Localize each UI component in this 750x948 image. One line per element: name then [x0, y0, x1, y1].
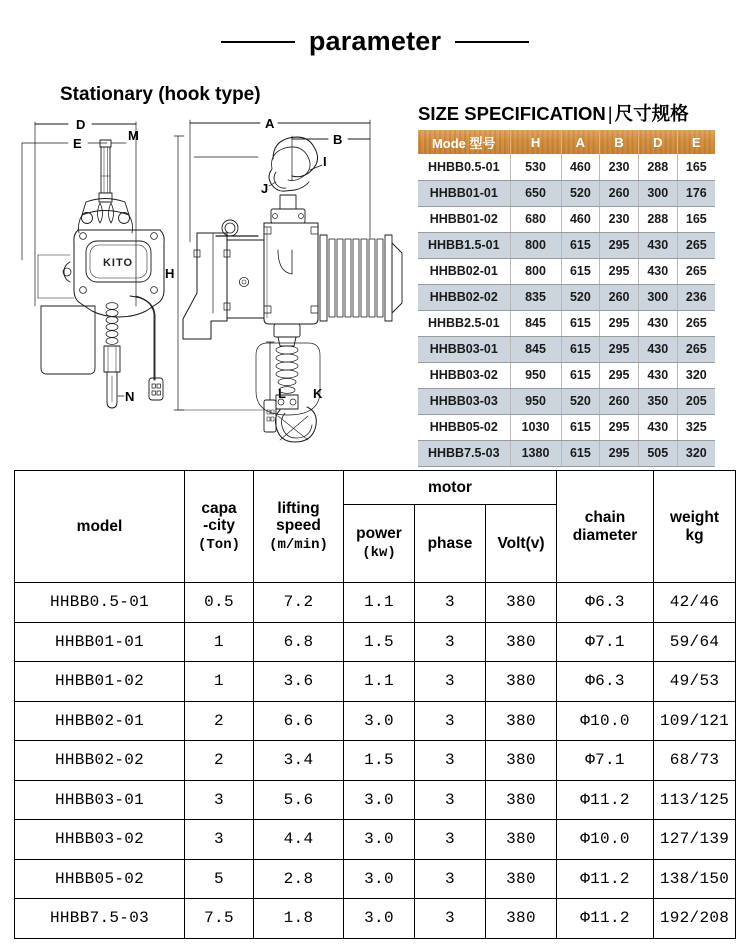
- param-model: HHBB03-01: [15, 780, 185, 820]
- param-phase: 3: [415, 622, 486, 662]
- brand-logo: KITO: [102, 257, 134, 269]
- table-row: [418, 258, 715, 284]
- spec-h: 950: [510, 362, 561, 388]
- spec-e: 165: [677, 154, 715, 180]
- capacity-line2: -city: [203, 517, 235, 535]
- param-volt: 380: [486, 662, 557, 702]
- spec-e: 176: [677, 180, 715, 206]
- param-weight: 113/125: [654, 780, 736, 820]
- spec-h: 530: [510, 154, 561, 180]
- capacity-line1: capa: [201, 499, 237, 517]
- param-speed: 6.6: [254, 701, 344, 741]
- param-speed: 4.4: [254, 820, 344, 860]
- param-col-motor-group: motor: [344, 471, 557, 505]
- param-chain: Φ7.1: [557, 741, 654, 781]
- spec-b: 260: [600, 180, 639, 206]
- spec-b: 260: [600, 284, 639, 310]
- weight-line2: kg: [685, 526, 704, 544]
- param-model: HHBB03-02: [15, 820, 185, 860]
- table-row: [418, 180, 715, 206]
- param-col-capacity: [185, 471, 254, 583]
- spec-d: 505: [638, 440, 677, 466]
- param-speed: 3.6: [254, 662, 344, 702]
- spec-a: 460: [561, 154, 600, 180]
- table-row: [418, 284, 715, 310]
- dim-label-I: I: [323, 154, 327, 169]
- parameter-specification-table: [14, 470, 736, 939]
- spec-model: HHBB02-02: [418, 284, 510, 310]
- spec-a: 615: [561, 232, 600, 258]
- dim-label-J: J: [261, 181, 269, 196]
- front-view-group: [22, 122, 164, 408]
- spec-model: HHBB0.5-01: [418, 154, 510, 180]
- table-row: [15, 820, 736, 860]
- param-chain: Φ6.3: [557, 662, 654, 702]
- param-phase: 3: [415, 899, 486, 939]
- spec-d: 300: [638, 180, 677, 206]
- table-row: [15, 899, 736, 939]
- spec-col-h: H: [510, 130, 561, 154]
- speed-line2: speed: [276, 517, 321, 535]
- param-speed: 6.8: [254, 622, 344, 662]
- param-weight: 138/150: [654, 859, 736, 899]
- spec-b: 295: [600, 310, 639, 336]
- spec-h: 845: [510, 310, 561, 336]
- param-weight: 49/53: [654, 662, 736, 702]
- table-row: [418, 310, 715, 336]
- param-power: 3.0: [344, 780, 415, 820]
- table-row: [418, 440, 715, 466]
- size-spec-separator: |: [607, 103, 613, 124]
- spec-model: HHBB03-01: [418, 336, 510, 362]
- spec-d: 430: [638, 414, 677, 440]
- param-weight: 59/64: [654, 622, 736, 662]
- param-chain: Φ11.2: [557, 899, 654, 939]
- param-power: 1.5: [344, 622, 415, 662]
- speed-line1: lifting: [277, 499, 320, 517]
- spec-e: 265: [677, 336, 715, 362]
- param-model: HHBB01-02: [15, 662, 185, 702]
- param-weight: 42/46: [654, 583, 736, 623]
- spec-e: 165: [677, 206, 715, 232]
- param-power: 3.0: [344, 701, 415, 741]
- spec-e: 265: [677, 258, 715, 284]
- table-row: [418, 414, 715, 440]
- spec-a: 615: [561, 310, 600, 336]
- spec-a: 520: [561, 180, 600, 206]
- param-speed: 7.2: [254, 583, 344, 623]
- hoist-drawing-svg: [8, 110, 408, 450]
- table-row: [418, 388, 715, 414]
- dim-label-L: L: [278, 386, 286, 401]
- spec-col-a: A: [561, 130, 600, 154]
- table-row: [418, 362, 715, 388]
- param-chain: Φ6.3: [557, 583, 654, 623]
- param-weight: 68/73: [654, 741, 736, 781]
- param-power: 3.0: [344, 820, 415, 860]
- param-col-model: model: [15, 471, 185, 583]
- spec-h: 835: [510, 284, 561, 310]
- param-capacity: 3: [185, 820, 254, 860]
- title-rule-right: [455, 41, 529, 43]
- param-chain: Φ11.2: [557, 780, 654, 820]
- param-model: HHBB02-01: [15, 701, 185, 741]
- spec-h: 800: [510, 232, 561, 258]
- page-title-block: [0, 26, 750, 57]
- param-chain: Φ7.1: [557, 622, 654, 662]
- param-weight: 192/208: [654, 899, 736, 939]
- param-capacity: 5: [185, 859, 254, 899]
- table-row: [15, 741, 736, 781]
- spec-col-d: D: [638, 130, 677, 154]
- spec-b: 260: [600, 388, 639, 414]
- size-spec-title-cn: 尺寸规格: [614, 103, 689, 124]
- spec-d: 288: [638, 206, 677, 232]
- param-weight: 109/121: [654, 701, 736, 741]
- param-phase: 3: [415, 583, 486, 623]
- param-volt: 380: [486, 780, 557, 820]
- spec-d: 430: [638, 258, 677, 284]
- spec-h: 680: [510, 206, 561, 232]
- spec-h: 800: [510, 258, 561, 284]
- param-power: 3.0: [344, 859, 415, 899]
- param-phase: 3: [415, 859, 486, 899]
- spec-model: HHBB02-01: [418, 258, 510, 284]
- spec-a: 615: [561, 336, 600, 362]
- param-model: HHBB0.5-01: [15, 583, 185, 623]
- table-row: [418, 206, 715, 232]
- spec-model: HHBB01-02: [418, 206, 510, 232]
- chain-line2: diameter: [572, 526, 638, 544]
- param-capacity: 7.5: [185, 899, 254, 939]
- spec-b: 295: [600, 232, 639, 258]
- spec-b: 295: [600, 414, 639, 440]
- spec-model: HHBB03-03: [418, 388, 510, 414]
- param-chain: Φ10.0: [557, 701, 654, 741]
- spec-col-b: B: [600, 130, 639, 154]
- spec-e: 320: [677, 440, 715, 466]
- capacity-line3: (Ton): [197, 536, 240, 553]
- spec-model: HHBB01-01: [418, 180, 510, 206]
- spec-h: 1030: [510, 414, 561, 440]
- spec-e: 325: [677, 414, 715, 440]
- spec-model: HHBB05-02: [418, 414, 510, 440]
- param-col-chain-diameter: [557, 471, 654, 583]
- drawing-heading: Stationary (hook type): [60, 84, 261, 105]
- param-volt: 380: [486, 859, 557, 899]
- param-col-weight: [654, 471, 736, 583]
- param-col-phase: phase: [415, 505, 486, 583]
- dim-label-K: K: [313, 386, 323, 401]
- spec-d: 300: [638, 284, 677, 310]
- table-row: [15, 662, 736, 702]
- param-power: 1.1: [344, 583, 415, 623]
- spec-d: 430: [638, 362, 677, 388]
- table-row: [15, 780, 736, 820]
- spec-e: 265: [677, 310, 715, 336]
- spec-a: 520: [561, 284, 600, 310]
- param-volt: 380: [486, 583, 557, 623]
- param-speed: 1.8: [254, 899, 344, 939]
- table-row: [15, 701, 736, 741]
- param-capacity: 2: [185, 701, 254, 741]
- table-row: [418, 154, 715, 180]
- param-model: HHBB7.5-03: [15, 899, 185, 939]
- chain-line1: chain: [584, 509, 626, 526]
- spec-d: 430: [638, 336, 677, 362]
- param-phase: 3: [415, 741, 486, 781]
- param-volt: 380: [486, 741, 557, 781]
- spec-h: 1380: [510, 440, 561, 466]
- spec-model: HHBB2.5-01: [418, 310, 510, 336]
- param-col-lifting-speed: [254, 471, 344, 583]
- size-specification-table: [418, 130, 715, 467]
- spec-a: 615: [561, 258, 600, 284]
- table-row: [15, 859, 736, 899]
- parameter-header-row-1: [15, 471, 736, 505]
- page-title: parameter: [308, 26, 442, 56]
- param-model: HHBB02-02: [15, 741, 185, 781]
- spec-b: 295: [600, 362, 639, 388]
- spec-e: 265: [677, 232, 715, 258]
- spec-d: 430: [638, 310, 677, 336]
- spec-b: 230: [600, 154, 639, 180]
- size-spec-heading: [418, 100, 689, 126]
- table-row: [15, 583, 736, 623]
- weight-line1: weight: [669, 509, 720, 526]
- dim-label-B: B: [333, 132, 343, 147]
- spec-h: 845: [510, 336, 561, 362]
- param-chain: Φ11.2: [557, 859, 654, 899]
- param-power: 1.5: [344, 741, 415, 781]
- spec-e: 236: [677, 284, 715, 310]
- spec-e: 205: [677, 388, 715, 414]
- spec-model: HHBB1.5-01: [418, 232, 510, 258]
- spec-model: HHBB03-02: [418, 362, 510, 388]
- dim-label-M: M: [128, 128, 139, 143]
- spec-b: 295: [600, 336, 639, 362]
- table-row: [15, 622, 736, 662]
- param-weight: 127/139: [654, 820, 736, 860]
- dim-label-E: E: [73, 136, 82, 151]
- spec-e: 320: [677, 362, 715, 388]
- spec-a: 520: [561, 388, 600, 414]
- param-volt: 380: [486, 899, 557, 939]
- param-volt: 380: [486, 622, 557, 662]
- dim-label-D: D: [76, 117, 86, 132]
- param-volt: 380: [486, 701, 557, 741]
- param-power: 3.0: [344, 899, 415, 939]
- spec-b: 295: [600, 440, 639, 466]
- dim-label-N: N: [125, 389, 135, 404]
- title-rule-left: [221, 41, 295, 43]
- spec-d: 430: [638, 232, 677, 258]
- param-col-volt: Volt(v): [486, 505, 557, 583]
- param-phase: 3: [415, 662, 486, 702]
- spec-a: 615: [561, 414, 600, 440]
- param-speed: 5.6: [254, 780, 344, 820]
- param-chain: Φ10.0: [557, 820, 654, 860]
- table-row: [418, 336, 715, 362]
- dim-label-A: A: [265, 116, 275, 131]
- speed-line3: (m/min): [269, 536, 328, 553]
- side-view-group: [174, 120, 402, 442]
- spec-b: 295: [600, 258, 639, 284]
- param-capacity: 1: [185, 662, 254, 702]
- param-capacity: 1: [185, 622, 254, 662]
- param-col-power: [344, 505, 415, 583]
- power-line2: (kw): [362, 544, 396, 561]
- spec-header-row: [418, 130, 715, 154]
- param-capacity: 3: [185, 780, 254, 820]
- param-capacity: 2: [185, 741, 254, 781]
- spec-col-e: E: [677, 130, 715, 154]
- param-model: HHBB05-02: [15, 859, 185, 899]
- param-phase: 3: [415, 780, 486, 820]
- spec-a: 615: [561, 440, 600, 466]
- param-volt: 380: [486, 820, 557, 860]
- param-phase: 3: [415, 820, 486, 860]
- power-line1: power: [356, 525, 402, 543]
- spec-h: 950: [510, 388, 561, 414]
- size-spec-title-en: SIZE SPECIFICATION: [418, 103, 606, 124]
- param-speed: 2.8: [254, 859, 344, 899]
- param-speed: 3.4: [254, 741, 344, 781]
- param-power: 1.1: [344, 662, 415, 702]
- param-model: HHBB01-01: [15, 622, 185, 662]
- spec-d: 350: [638, 388, 677, 414]
- spec-b: 230: [600, 206, 639, 232]
- spec-d: 288: [638, 154, 677, 180]
- spec-a: 460: [561, 206, 600, 232]
- param-capacity: 0.5: [185, 583, 254, 623]
- spec-model: HHBB7.5-03: [418, 440, 510, 466]
- spec-h: 650: [510, 180, 561, 206]
- technical-drawing-area: [8, 110, 408, 450]
- dim-label-H: H: [165, 266, 175, 281]
- table-row: [418, 232, 715, 258]
- param-phase: 3: [415, 701, 486, 741]
- spec-col-model: Mode 型号: [418, 130, 510, 154]
- spec-a: 615: [561, 362, 600, 388]
